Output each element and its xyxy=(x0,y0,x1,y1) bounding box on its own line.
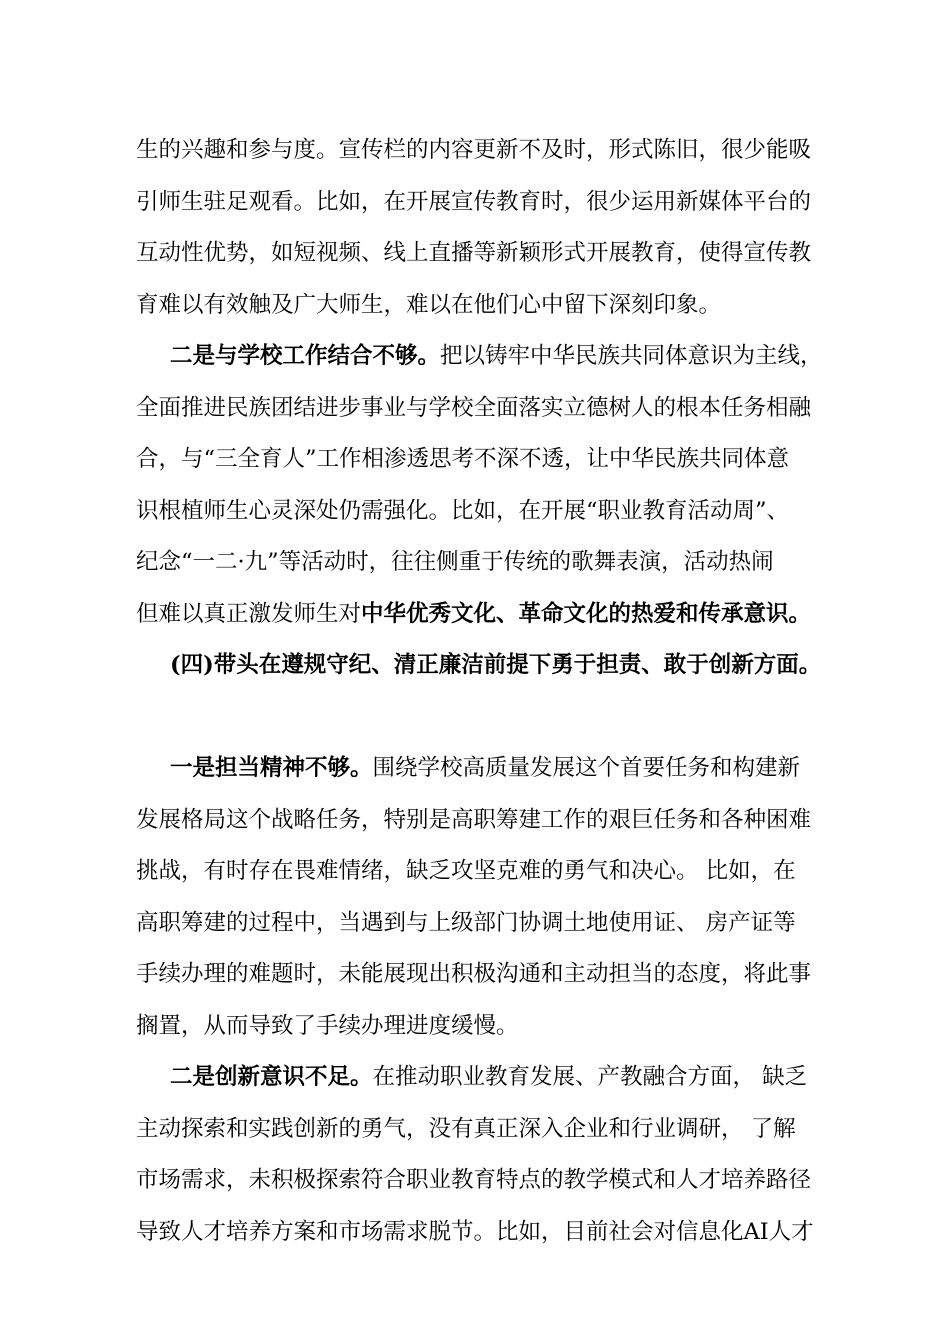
paragraph-lead: 二是与学校工作结合不够。 xyxy=(170,343,441,369)
text-line: 高职筹建的过程中，当遇到与上级部门协调土地使用证、 房产证等 xyxy=(136,909,796,936)
text-line: 生的兴趣和参与度。宣传栏的内容更新不及时，形式陈旧，很少能吸 xyxy=(136,137,812,163)
text-line: 纪念“一二·九”等活动时，往往侧重于传统的歌舞表演，活动热闹 xyxy=(136,549,774,575)
text-line xyxy=(136,589,816,641)
text-line: 主动探索和实践创新的勇气，没有真正深入企业和行业调研， 了解 xyxy=(136,1115,796,1142)
text-line: 导致人才培养方案和市场需求脱节。比如，目前社会对信息化AI人才 xyxy=(136,1218,814,1245)
text-span: 围绕学校高质量发展这个首要任务和构建新 xyxy=(372,755,801,781)
paragraph-3 xyxy=(136,743,816,1052)
text-line xyxy=(136,743,816,795)
text-line: 互动性优势，如短视频、线上直播等新颖形式开展教育，使得宣传教 xyxy=(136,240,812,266)
paragraph-2 xyxy=(136,331,823,640)
text-line: 挑战，有时存在畏难情绪，缺乏攻坚克难的勇气和决心。 比如，在 xyxy=(136,858,796,884)
text-line: 引师生驻足观看。比如，在开展宣传教育时，很少运用新媒体平台的 xyxy=(136,188,812,215)
paragraph-1 xyxy=(136,125,816,331)
text-span: 在推动职业教育发展、产教融合方面， 缺乏 xyxy=(372,1064,808,1090)
text-line: 全面推进民族团结进步事业与学校全面落实立德树人的根本任务相融 xyxy=(136,394,812,421)
text-line: 手续办理的难题时，未能展现出积极沟通和主动担当的态度，将此事 xyxy=(136,961,812,987)
text-line xyxy=(136,331,823,383)
paragraph-4 xyxy=(136,1052,816,1258)
text-line: 搁置，从而导致了手续办理进度缓慢。 xyxy=(136,1012,519,1039)
paragraph-lead: 二是创新意识不足。 xyxy=(170,1064,373,1090)
text-line: 识根植师生心灵深处仍需强化。比如，在开展“职业教育活动周”、 xyxy=(136,497,790,524)
paragraph-lead: 一是担当精神不够。 xyxy=(170,755,373,781)
text-line: 市场需求，未积极探索符合职业教育特点的教学模式和人才培养路径 xyxy=(136,1167,812,1193)
text-span: 把以铸牢中华民族共同体意识为主线， xyxy=(440,343,823,369)
text-line: 发展格局这个战略任务，特别是高职筹建工作的艰巨任务和各种困难 xyxy=(136,806,812,833)
emphasis-text: 中华优秀文化、革命文化的热爱和传承意识。 xyxy=(361,600,812,627)
heading-text: (四)带头在遵规守纪、清正廉洁前提下勇于担责、敢于创新方面。 xyxy=(170,652,822,678)
text-line: 合，与“三全育人”工作相渗透思考不深不透，让中华民族共同体意 xyxy=(136,446,790,472)
section-heading-4 xyxy=(136,640,822,692)
text-span: 但难以真正激发师生对 xyxy=(136,600,362,627)
text-line: 育难以有效触及广大师生，难以在他们心中留下深刻印象。 xyxy=(136,291,722,318)
text-line xyxy=(136,1052,816,1104)
